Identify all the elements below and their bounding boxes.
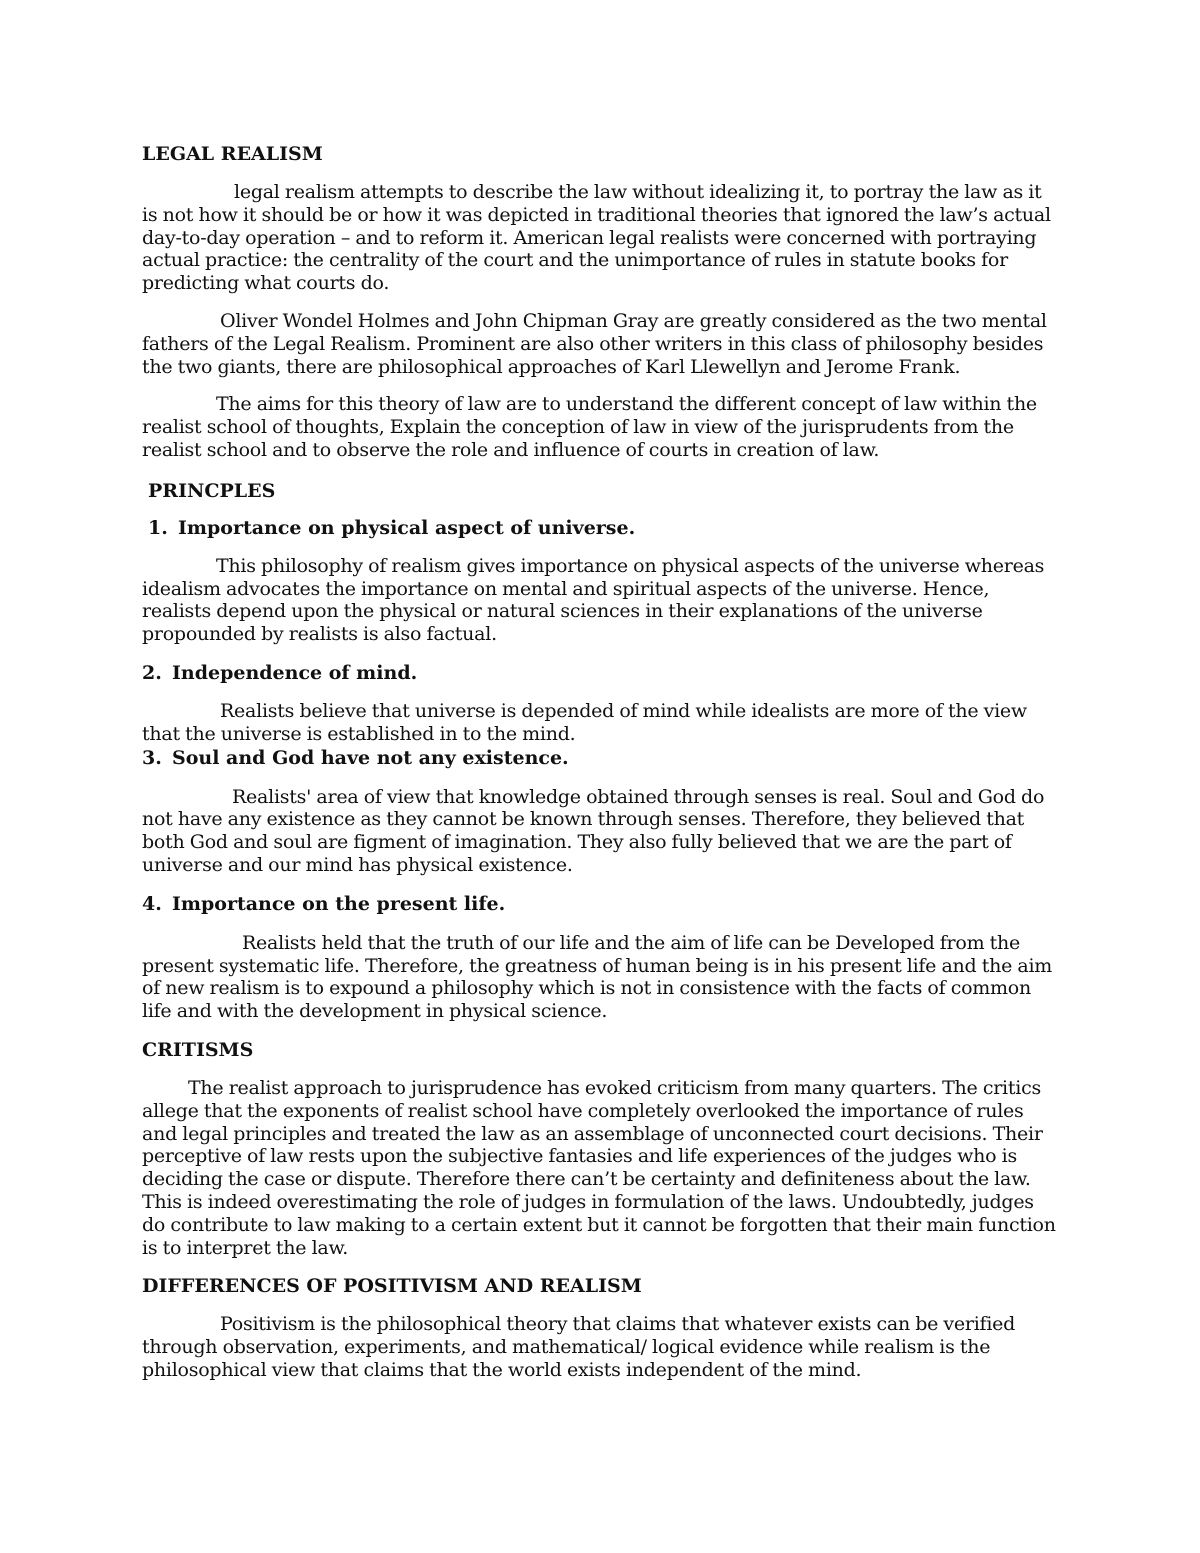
document-title: LEGAL REALISM [142, 143, 323, 165]
principle-3-text: Realists' area of view that knowledge obtained through senses is real. Soul and God do not have any existence as they cannot be known through senses. Therefore, they believed that both God and soul are figment of imagination. They also fully believed that we are the part of universe and our mind has physical existence. [142, 785, 1045, 876]
principle-2-number: 2. [142, 661, 162, 684]
differences-text: Positivism is the philosophical theory that claims that whatever exists can be verified through observation, experiments, and mathematical/ logical evidence while realism is the philosophical view that claims that the world exists independent of the mind. [142, 1313, 1016, 1381]
criticisms-text: The realist approach to jurisprudence has evoked criticism from many quarters. The critics allege that the exponents of realist school have completely overlooked the importance of rules and legal principles and treated the law as an assemblage of unconnected court decisions. Their perceptive of law rests upon the subjective fantasies and life experiences of the judges who is deciding the case or dispute. Therefore there can’t be certainty and definiteness about the law. This is indeed overestimating the role of judges in formulation of the laws. Undoubtedly, judges do contribute to law making to a certain extent but it cannot be forgotten that their main function is to interpret the law. [142, 1076, 1056, 1259]
principles-heading: PRINCPLES [148, 479, 276, 502]
differences-heading: DIFFERENCES OF POSITIVISM AND REALISM [142, 1275, 642, 1298]
principle-3-number: 3. [142, 746, 162, 769]
intro-paragraph-3: The aims for this theory of law are to understand the different concept of law within the realist school of thoughts, Explain the conception of law in view of the jurisprudents from the realist school and to observe the role and influence of courts in creation of law. [142, 393, 1037, 461]
intro-paragraph-2: Oliver Wondel Holmes and John Chipman Gray are greatly considered as the two mental fathers of the Legal Realism. Prominent are also other writers in this class of philosophy besides the two giants, there are philosophical approaches of Karl Llewellyn and Jerome Frank. [142, 309, 1047, 378]
principle-2-title [142, 661, 1060, 685]
principle-4-title [142, 892, 1060, 916]
principle-2-text: Realists believe that universe is depended of mind while idealists are more of the view that the universe is established in to the mind. [142, 699, 1027, 745]
principle-2-title-text: Independence of mind. [172, 661, 418, 684]
principle-4-title-text: Importance on the present life. [172, 892, 506, 915]
principle-3-title [142, 746, 1060, 770]
principle-1-title-text: Importance on physical aspect of universe. [178, 516, 636, 539]
principle-1-number: 1. [148, 516, 168, 539]
principle-4-number: 4. [142, 892, 162, 915]
document-page [142, 140, 1060, 1382]
principle-4-text: Realists held that the truth of our life and the aim of life can be Developed from the present systematic life. Therefore, the greatness of human being is in his present life and the aim of new realism is to expound a philosophy which is not in consistence with the facts of common life and with the development in physical science. [142, 931, 1053, 1023]
criticisms-heading: CRITISMS [142, 1038, 254, 1061]
principle-3-title-text: Soul and God have not any existence. [172, 746, 569, 769]
principle-1-title [142, 516, 1060, 540]
intro-paragraph-1: legal realism attempts to describe the law without idealizing it, to portray the law as it is not how it should be or how it was depicted in traditional theories that ignored the law’s actual day-to-day operation – and to reform it. American legal realists were concerned with portraying actual practice: the centrality of the court and the unimportance of rules in statute books for predicting what courts do. [142, 181, 1051, 295]
principle-1-text: This philosophy of realism gives importance on physical aspects of the universe whereas idealism advocates the importance on mental and spiritual aspects of the universe. Hence, realists depend upon the physical or natural sciences in their explanations of the universe propounded by realists is also factual. [142, 554, 1045, 646]
